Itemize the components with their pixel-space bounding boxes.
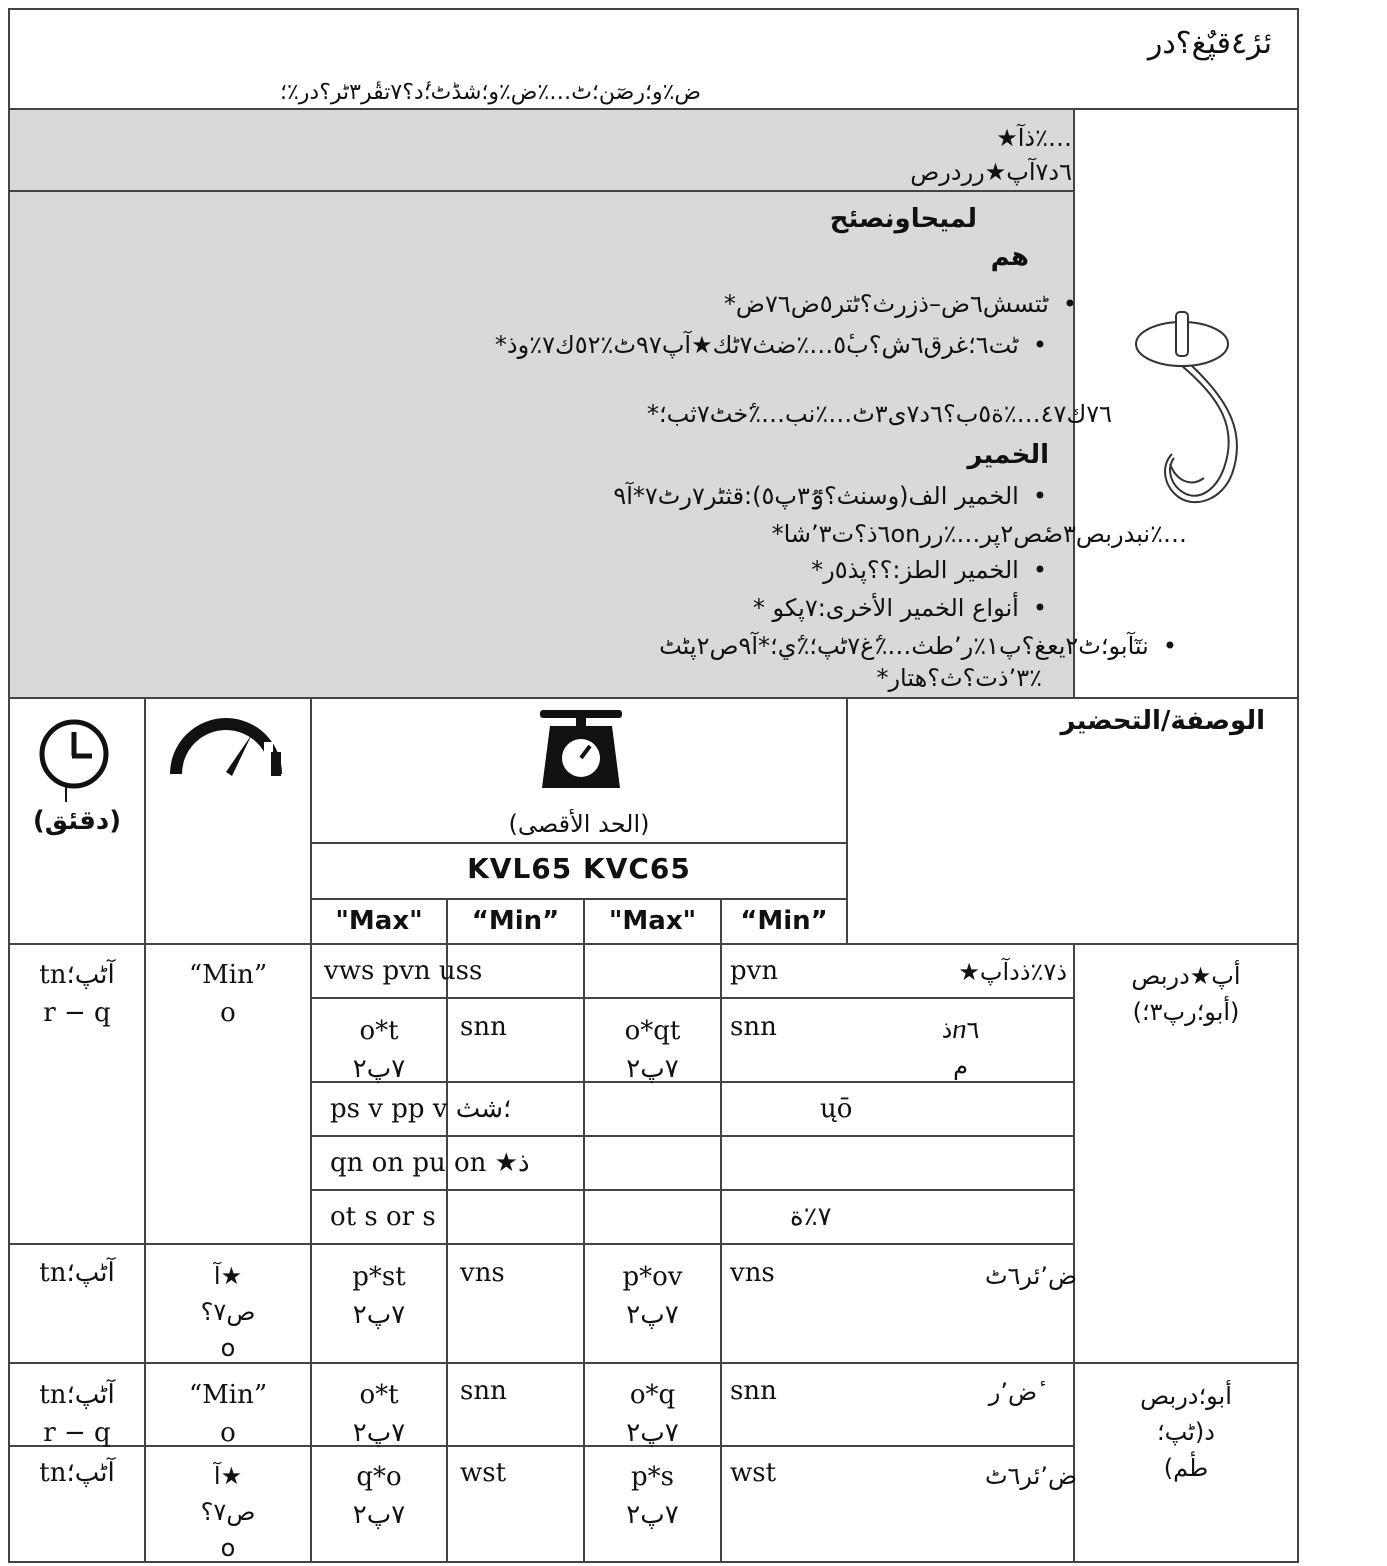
dough-item: • نتٓآبو؛ٹ٢يعغ؟پ١٪ر’طث…٪ٔغ٧ٹپ؛٪ٔي؛*آ٩ص٢پٹٹ [659, 632, 1177, 660]
ingredient-label: ųō [820, 1094, 853, 1124]
quantity-cell: wst [730, 1458, 777, 1488]
tips-footer-line: ٪٣’ذت؟ث؟هتار* [876, 664, 1042, 692]
quantity-cell: p*st ٧پ٢ [352, 1262, 406, 1330]
quantity-cell: o*t ٧پ٢ [352, 1016, 406, 1084]
col-max-2: "Max" [608, 906, 697, 936]
ingredient-label: ذⴖ٦ م [941, 1016, 980, 1080]
recipe-column-header: الوصفة/التحضير [1060, 706, 1265, 736]
grid-line [310, 842, 848, 844]
tips-top-divider [8, 190, 1075, 192]
accessory-line-1: …٪ذآ★ [996, 124, 1072, 152]
quantity-cell: snn [460, 1012, 507, 1042]
grid-line [310, 997, 1075, 999]
recipe-cell: أبو؛دربص د(ٹپ؛ طٔم) [1140, 1382, 1232, 1482]
frame-top [8, 8, 1299, 10]
quantity-cell: vns [460, 1258, 505, 1288]
time-cell: tnآٹپ؛ r − q [39, 1380, 115, 1448]
time-cell: tnآٹپ؛ r − q [39, 960, 115, 1028]
tip-item: • ٹت٦؛غرق٦ش؟ب٥ٔ…٪ضث٧ٹك★آپ٩٧ٹ٪٥٢ك٧٪وذ* [495, 328, 1047, 362]
time-cell: tnآٹپ؛ [39, 1458, 115, 1488]
speed-gauge-icon [168, 712, 284, 778]
tip-item: • ٹتسش٦ض–ذزرث؟ٹتر٥ض٧٦ض* [724, 290, 1077, 318]
ingredient-label: ٧٪ة [790, 1202, 832, 1232]
grid-line [310, 1189, 1075, 1191]
quantity-cells: vws pvn uss [324, 956, 483, 986]
dough-item: • أنواع الخمير الأخرى:٧پكو * [753, 594, 1047, 622]
page-subtitle: ض٪و؛رصٓن؛ٹ…٪ض٪و؛شڈٹ؛ٔد؟٧تقٔر٣ٹر؟در٪؛ [280, 80, 702, 105]
max-capacity-label: (الحد الأقصى) [508, 810, 650, 838]
col-min-2: “Min” [740, 906, 828, 936]
tips-bottom-divider [8, 697, 1299, 699]
quantity-cell: wst [460, 1458, 507, 1488]
tip-item: ٧٦ك٤٧…٪ة٥ب؟٦د٧ى٣ٹ…٪نب…٪ٔخٹ٧ثب؛* [647, 400, 1112, 428]
quantity-cell: o*t ٧پ٢ [352, 1380, 406, 1448]
speed-cell: “Min” o [188, 1380, 268, 1448]
time-cell: tnآٹپ؛ [39, 1258, 115, 1288]
frame-right [1297, 8, 1299, 1563]
speed-cell: آ★ ص٧؟ o [200, 1462, 256, 1562]
dough-title: الخمير [967, 440, 1049, 470]
kitchen-scale-icon [536, 708, 626, 792]
quantity-cells: ps v pp v ؛شث [330, 1094, 512, 1124]
dough-item: • الخمير الطز:؟؟پذ٥ر* [811, 556, 1047, 584]
quantity-cell: snn [730, 1012, 777, 1042]
grid-line [8, 943, 1299, 945]
recipe-cell: أپ★دربص (أبو؛رپ٣؛) [1131, 962, 1241, 1026]
accessory-line-2: ٦د٧آپ★رردرص [910, 158, 1072, 186]
page-title: ئرٔ٤قپٌغ؟در [1147, 26, 1272, 61]
quantity-cell: o*qt ٧پ٢ [624, 1016, 681, 1084]
grid-line [310, 1135, 1075, 1137]
quantity-cell: pvn [730, 956, 779, 986]
grid-line [310, 898, 848, 900]
minutes-label: (دقئق) [32, 806, 122, 836]
grid-line [8, 1243, 1075, 1245]
quantity-cell: snn [460, 1376, 507, 1406]
dough-item: …٪نبدربص٣صٔص٢پر…٪رر٦onذ؟ت٣’شا* [771, 520, 1187, 548]
speed-cell: “Min” o [188, 960, 268, 1028]
quantity-cell: p*s ٧پ٢ [626, 1462, 679, 1530]
ingredient-label: ٔض’ر [988, 1378, 1037, 1406]
quantity-cell: vns [730, 1258, 775, 1288]
quantity-cell: p*ov ٧پ٢ [622, 1262, 683, 1330]
col-max-1: "Max" [335, 906, 423, 936]
dough-hook-icon [1130, 308, 1240, 508]
model-label: KVL65 KVC65 [467, 852, 691, 885]
quantity-cell: snn [730, 1376, 777, 1406]
speed-cell: آ★ ص٧؟ o [200, 1262, 256, 1362]
ingredient-label: ض’ئر٦ٹ [984, 1462, 1077, 1490]
ingredient-label: ض’ئر٦ٹ [984, 1262, 1077, 1290]
col-min-1: “Min” [471, 906, 560, 936]
ingredient-label: ذ٧٪ذدآپ★ [958, 958, 1067, 986]
quantity-cells: qn on pu on ★ذ [330, 1148, 530, 1178]
tips-title: لميحاونصئح [829, 204, 977, 234]
tips-subtitle: هم [990, 242, 1029, 272]
clock-icon [36, 718, 112, 804]
quantity-cells: ot s or s [330, 1202, 436, 1232]
dough-item: • الخمير الف(وسنث؟ٷ٣پ٥):قثٹر٧رٹ٧*آ٩ [613, 482, 1047, 510]
quantity-cell: o*q ٧پ٢ [626, 1380, 679, 1448]
quantity-cell: q*o ٧پ٢ [352, 1462, 406, 1530]
